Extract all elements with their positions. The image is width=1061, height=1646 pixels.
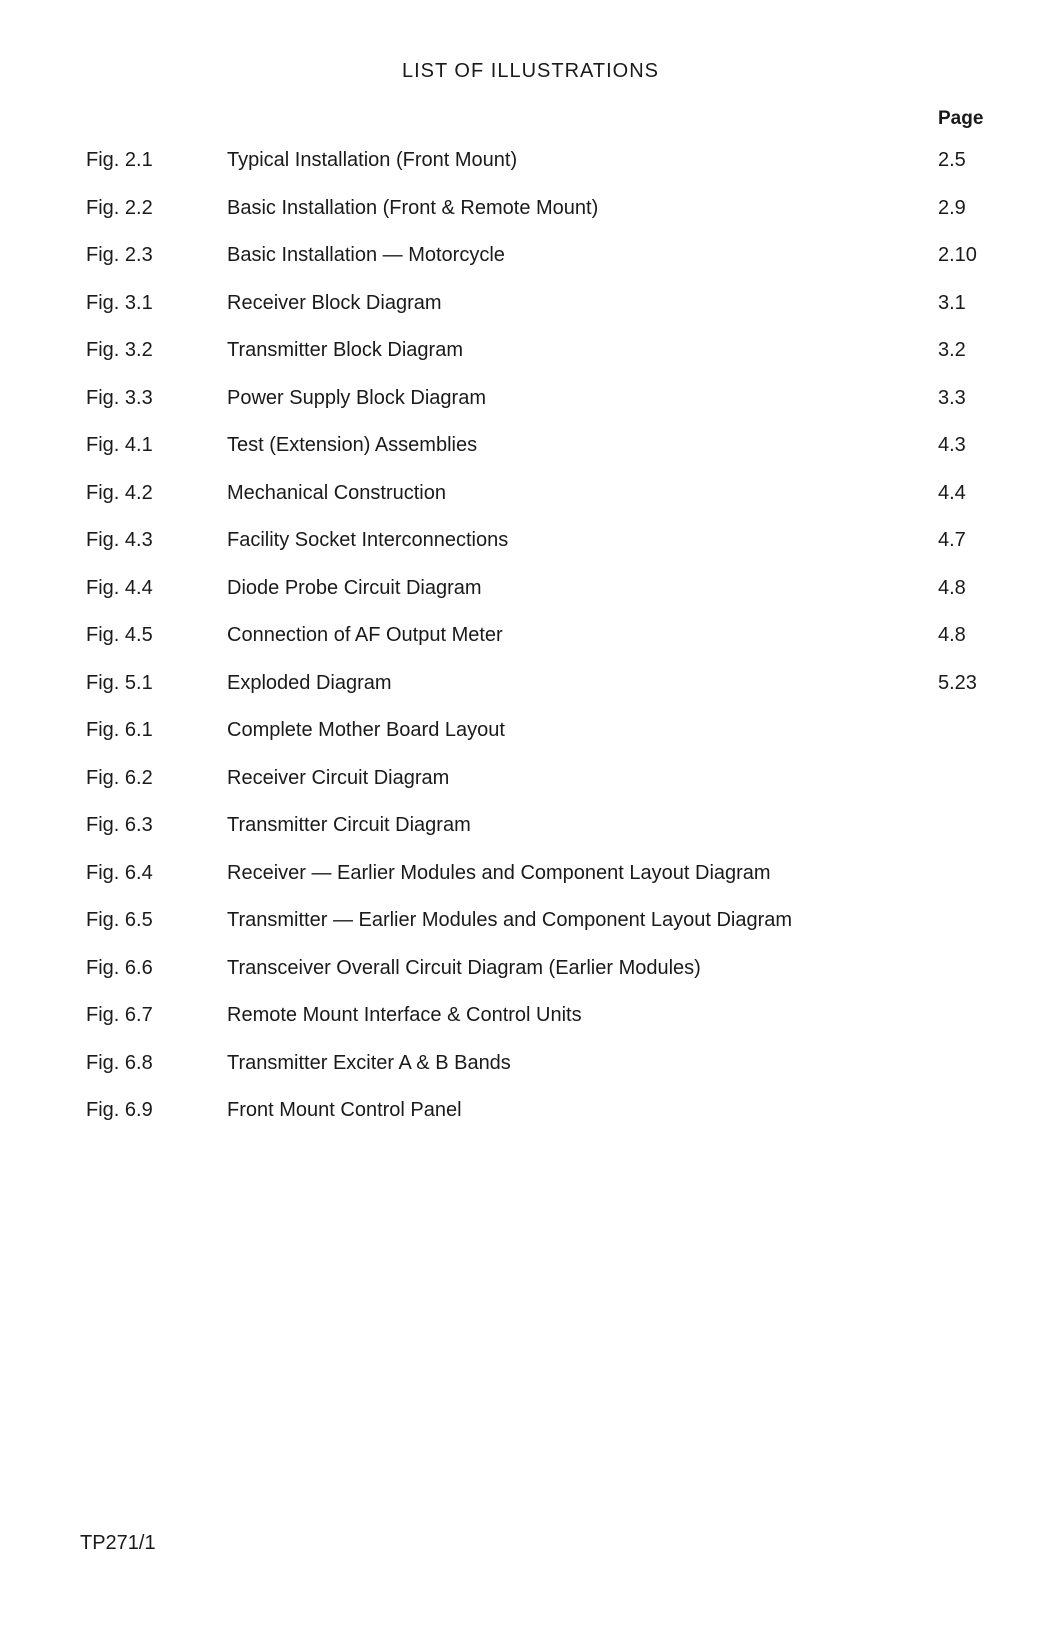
list-item bbox=[0, 529, 1061, 577]
illustration-list bbox=[0, 149, 1061, 1147]
figure-caption: Receiver — Earlier Modules and Component Layout Diagram bbox=[227, 861, 771, 884]
figure-caption: Remote Mount Interface & Control Units bbox=[227, 1004, 582, 1026]
list-item bbox=[0, 244, 1061, 292]
page-number: 4.7 bbox=[938, 529, 966, 551]
page-column-header: Page bbox=[938, 108, 984, 129]
document-code: TP271/1 bbox=[80, 1532, 156, 1554]
list-item bbox=[0, 434, 1061, 482]
list-item bbox=[0, 957, 1061, 1005]
page-number: 4.8 bbox=[938, 624, 966, 646]
page-number: 4.3 bbox=[938, 434, 966, 456]
figure-caption: Transceiver Overall Circuit Diagram (Earlier Modules) bbox=[227, 956, 701, 979]
list-item bbox=[0, 862, 1061, 910]
figure-caption: Power Supply Block Diagram bbox=[227, 386, 486, 409]
page-number: 2.10 bbox=[938, 244, 977, 266]
figure-number: Fig. 2.3 bbox=[86, 244, 153, 266]
figure-number: Fig. 6.5 bbox=[86, 909, 153, 931]
figure-caption: Receiver Circuit Diagram bbox=[227, 766, 450, 789]
page-number: 4.8 bbox=[938, 576, 966, 599]
list-item bbox=[0, 909, 1061, 957]
figure-number: Fig. 2.2 bbox=[86, 196, 153, 219]
figure-caption: Connection of AF Output Meter bbox=[227, 624, 503, 646]
figure-caption: Transmitter Block Diagram bbox=[227, 339, 463, 361]
figure-number: Fig. 4.2 bbox=[86, 481, 153, 504]
figure-number: Fig. 6.7 bbox=[86, 1004, 153, 1026]
figure-number: Fig. 6.2 bbox=[86, 766, 153, 789]
list-item bbox=[0, 719, 1061, 767]
list-item bbox=[0, 292, 1061, 340]
figure-number: Fig. 5.1 bbox=[86, 671, 153, 694]
figure-number: Fig. 4.4 bbox=[86, 576, 153, 599]
list-item bbox=[0, 624, 1061, 672]
figure-caption: Typical Installation (Front Mount) bbox=[227, 149, 518, 171]
figure-caption: Mechanical Construction bbox=[227, 481, 446, 504]
list-item bbox=[0, 672, 1061, 720]
list-item bbox=[0, 339, 1061, 387]
figure-number: Fig. 2.1 bbox=[86, 149, 153, 171]
figure-number: Fig. 6.9 bbox=[86, 1099, 153, 1121]
figure-caption: Transmitter Exciter A & B Bands bbox=[227, 1051, 511, 1074]
figure-number: Fig. 6.4 bbox=[86, 861, 153, 884]
figure-caption: Diode Probe Circuit Diagram bbox=[227, 576, 482, 599]
figure-caption: Basic Installation — Motorcycle bbox=[227, 244, 505, 266]
figure-caption: Complete Mother Board Layout bbox=[227, 719, 505, 741]
list-item bbox=[0, 767, 1061, 815]
figure-caption: Basic Installation (Front & Remote Mount) bbox=[227, 196, 599, 219]
figure-caption: Receiver Block Diagram bbox=[227, 291, 442, 314]
figure-number: Fig. 4.1 bbox=[86, 434, 153, 456]
figure-caption: Exploded Diagram bbox=[227, 671, 392, 694]
figure-number: Fig. 4.5 bbox=[86, 624, 153, 646]
list-item bbox=[0, 1004, 1061, 1052]
figure-caption: Front Mount Control Panel bbox=[227, 1099, 462, 1121]
list-item bbox=[0, 814, 1061, 862]
list-item bbox=[0, 197, 1061, 245]
page-number: 4.4 bbox=[938, 481, 966, 504]
figure-caption: Transmitter — Earlier Modules and Component Layout Diagram bbox=[227, 909, 793, 931]
figure-number: Fig. 3.1 bbox=[86, 291, 153, 314]
page-number: 3.3 bbox=[938, 386, 966, 409]
figure-number: Fig. 4.3 bbox=[86, 529, 153, 551]
figure-number: Fig. 3.3 bbox=[86, 386, 153, 409]
figure-caption: Facility Socket Interconnections bbox=[227, 529, 509, 551]
figure-number: Fig. 6.1 bbox=[86, 719, 153, 741]
page-number: 3.1 bbox=[938, 291, 966, 314]
list-item bbox=[0, 1099, 1061, 1147]
figure-caption: Test (Extension) Assemblies bbox=[227, 434, 478, 456]
list-item bbox=[0, 387, 1061, 435]
page-number: 3.2 bbox=[938, 339, 966, 361]
figure-number: Fig. 6.8 bbox=[86, 1051, 153, 1074]
figure-caption: Transmitter Circuit Diagram bbox=[227, 814, 471, 836]
page-number: 2.5 bbox=[938, 149, 966, 171]
list-item bbox=[0, 1052, 1061, 1100]
figure-number: Fig. 6.6 bbox=[86, 956, 153, 979]
page-number: 5.23 bbox=[938, 671, 977, 694]
page-number: 2.9 bbox=[938, 196, 966, 219]
figure-number: Fig. 6.3 bbox=[86, 814, 153, 836]
list-item bbox=[0, 482, 1061, 530]
list-item bbox=[0, 577, 1061, 625]
figure-number: Fig. 3.2 bbox=[86, 339, 153, 361]
page-title: LIST OF ILLUSTRATIONS bbox=[402, 60, 659, 82]
list-item bbox=[0, 149, 1061, 197]
